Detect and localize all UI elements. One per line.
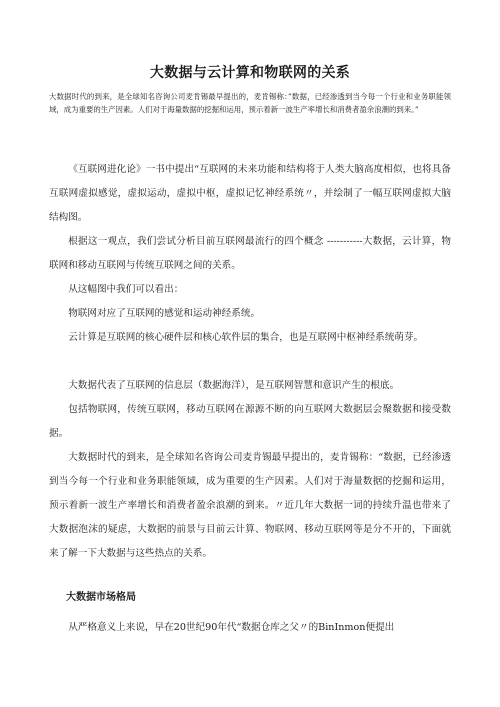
paragraph-6: 大数据代表了互联网的信息层（数据海洋），是互联网智慧和意识产生的根底。 [68, 380, 400, 391]
paragraph-3: 从这幅图中我们可以看出： [68, 284, 184, 295]
paragraph-4: 物联网对应了互联网的感觉和运动神经系统。 [68, 308, 261, 319]
abstract: 大数据时代的到来，是全球知名咨询公司麦肯锡最早提出的，麦肯锡称：”数据，已经渗透到当今每一个行业和业务职能领域，成为重要的生产因素。人们对于海量数据的挖掘和运用，预示着新一波生产率增长和消费者盈余浪潮的到来。” [49, 92, 451, 114]
section-paragraph: 从严格意义上来说，早在20世纪90年代“数据仓库之父〃的BinInmon便提出 [68, 622, 395, 633]
paragraph-8: 大数据时代的到来，是全球知名咨询公司麦肯锡最早提出的，麦肯锡称：“数据，已经渗透到当今每一个行业和业务职能领域，成为重要的生产因素。人们对于海量数据的挖掘和运用，预示着新一波生产率增长和消费者盈余浪潮的到来。〃近几年大数据一词的持续升温也带来了大数据泡沫的疑虑，大数据的前景与目前云计算、物联网、移动互联网等是分不开的，下面就来了解一下大数据与这些热点的关系。 [49, 452, 451, 559]
paragraph-2: 根据这一观点，我们尝试分析目前互联网最流行的四个概念 -----------大数据，云计算，物联网和移动互联网与传统互联网之间的关系。 [49, 236, 451, 271]
paragraph-5: 云计算是互联网的核心硬件层和核心软件层的集合，也是互联网中枢神经系统萌芽。 [68, 332, 424, 343]
document-title: 大数据与云计算和物联网的关系 [149, 65, 351, 81]
paragraph-7: 包括物联网，传统互联网，移动互联网在源源不断的向互联网大数据层会聚数据和接受数据。 [49, 404, 451, 439]
paragraph-1: 《互联网进化论》一书中提出“互联网的未来功能和结构将于人类大脑高度相似，也将具备互联网虚拟感觉，虚拟运动，虚拟中枢，虚拟记忆神经系统〃，并绘制了一幅互联网虚拟大脑结构图。 [49, 164, 451, 223]
section-heading: 大数据市场格局 [66, 592, 136, 603]
